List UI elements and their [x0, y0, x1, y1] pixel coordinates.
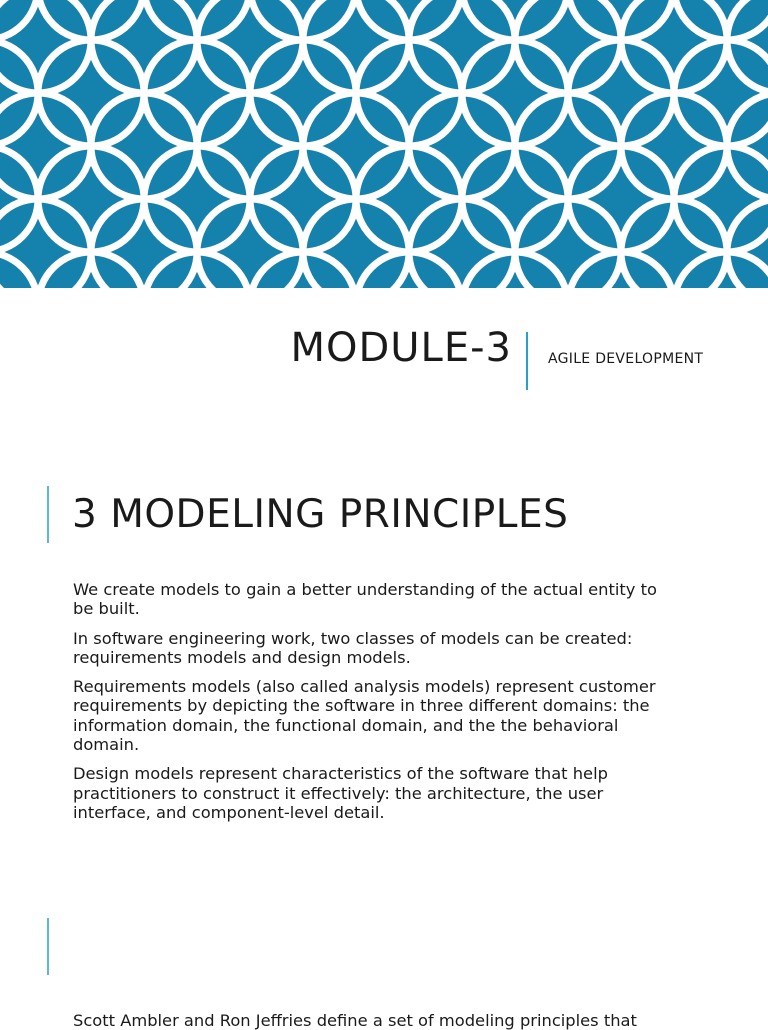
- body-paragraph: In software engineering work, two classes of models can be created: requirements models and design models.: [73, 628, 633, 667]
- banner-ring-pattern: [0, 0, 768, 288]
- body-paragraph: We create models to gain a better understanding of the actual entity to be built.: [73, 580, 657, 619]
- next-slide-text: Scott Ambler and Ron Jeffries define a set of modeling principles that: [73, 1011, 637, 1030]
- pattern-banner: [0, 0, 768, 288]
- body-paragraph: Requirements models (also called analysis models) represent customer requirements by depicting the software in three different domains: the information domain, the functional domain, and the the behavioral domain.: [73, 677, 656, 755]
- heading-accent-bar: [47, 486, 49, 543]
- module-title: MODULE-3: [290, 325, 512, 371]
- body-paragraph: Design models represent characteristics of the software that help practitioners to construct it effectively: the architecture, the user interface, and component-level detail.: [73, 764, 608, 822]
- slide-heading: 3 MODELING PRINCIPLES: [72, 492, 569, 537]
- slide-body: [73, 580, 673, 832]
- title-divider: [526, 332, 528, 390]
- title-slide: [0, 288, 768, 458]
- next-slide-accent-bar: [47, 918, 49, 975]
- module-subtitle: AGILE DEVELOPMENT: [548, 351, 704, 367]
